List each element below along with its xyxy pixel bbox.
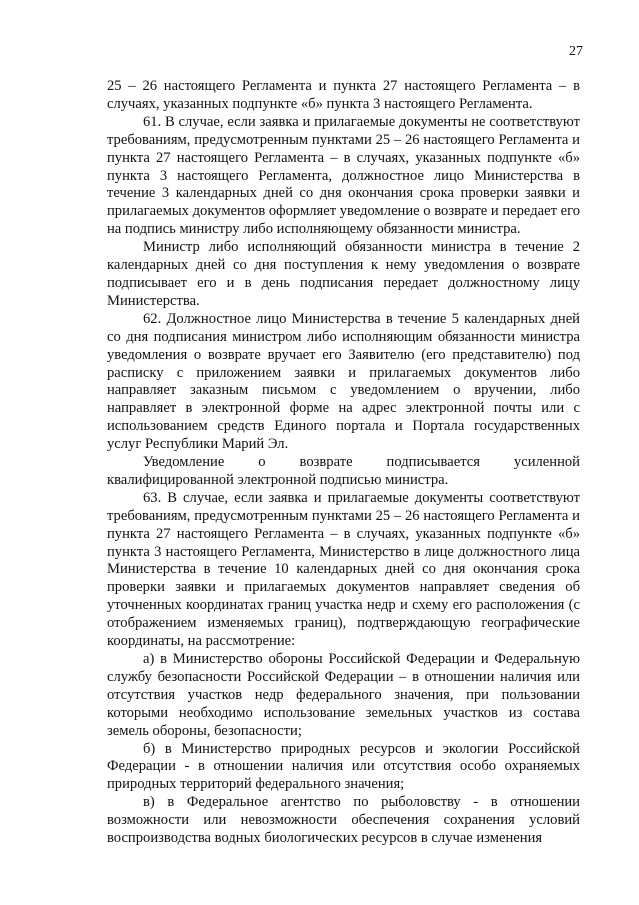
- document-body: [107, 78, 580, 848]
- paragraph-63: 63. В случае, если заявка и прилагаемые документы соответствуют требованиям, предусмотренным пунктами 25 – 26 настоящего Регламента и пункта 27 настоящего Регламента – в случаях, указанных подпункте «б» пункта 3 настоящего Регламента, Министерство в лице должностного лица Министерства в течение 10 календарных дней со дня окончания срока проверки заявки и прилагаемых документов направляет сведения об уточненных координатах границ участка недр и схему его расположения (с отображением изменяемых границ), подтверждающую географические координаты, на рассмотрение:: [107, 489, 580, 650]
- paragraph-63-item-v: в) в Федеральное агентство по рыболовству - в отношении возможности или невозможности обеспечения сохранения условий воспроизводства водных биологических ресурсов в случае изменения: [107, 794, 580, 847]
- paragraph-61-minister: Министр либо исполняющий обязанности министра в течение 2 календарных дней со дня поступления к нему уведомления о возврате подписывает его и в день подписания передает должностному лицу Министерства.: [107, 239, 580, 309]
- paragraph-continued: 25 – 26 настоящего Регламента и пункта 27 настоящего Регламента – в случаях, указанных подпункте «б» пункта 3 настоящего Регламента.: [107, 78, 580, 112]
- paragraph-63-item-b: б) в Министерство природных ресурсов и экологии Российской Федерации - в отношении наличия или отсутствия особо охраняемых природных территорий федерального значения;: [107, 740, 580, 793]
- paragraph-61: 61. В случае, если заявка и прилагаемые документы не соответствуют требованиям, предусмотренным пунктами 25 – 26 настоящего Регламента и пункта 27 настоящего Регламента – в случаях, указанных подпункте «б» пункта 3 настоящего Регламента, должностное лицо Министерства в течение 3 календарных дней со дня окончания срока проверки заявки и прилагаемых документов оформляет уведомление о возврате и передает его на подпись министру либо исполняющему обязанности министра.: [107, 113, 581, 238]
- page-number: 27: [569, 44, 583, 59]
- paragraph-63-item-a: а) в Министерство обороны Российской Федерации и Федеральную службу безопасности Российской Федерации – в отношении наличия или отсутствия участков недр федерального значения, при пользовании которыми необходимо использование земельных участков из состава земель обороны, безопасности;: [107, 651, 580, 739]
- paragraph-62: 62. Должностное лицо Министерства в течение 5 календарных дней со дня подписания министром либо исполняющим обязанности министра уведомления о возврате вручает его Заявителю (его представителю) под расписку с приложением заявки и прилагаемых документов либо направляет заказным письмом с уведомлением о вручении, либо направляет в электронной форме на адрес электронной почты или с использованием средств Единого портала и Портала государственных услуг Республики Марий Эл.: [107, 310, 580, 453]
- paragraph-62-signature: Уведомление о возврате подписывается усиленной квалифицированной электронной подписью министра.: [107, 454, 580, 488]
